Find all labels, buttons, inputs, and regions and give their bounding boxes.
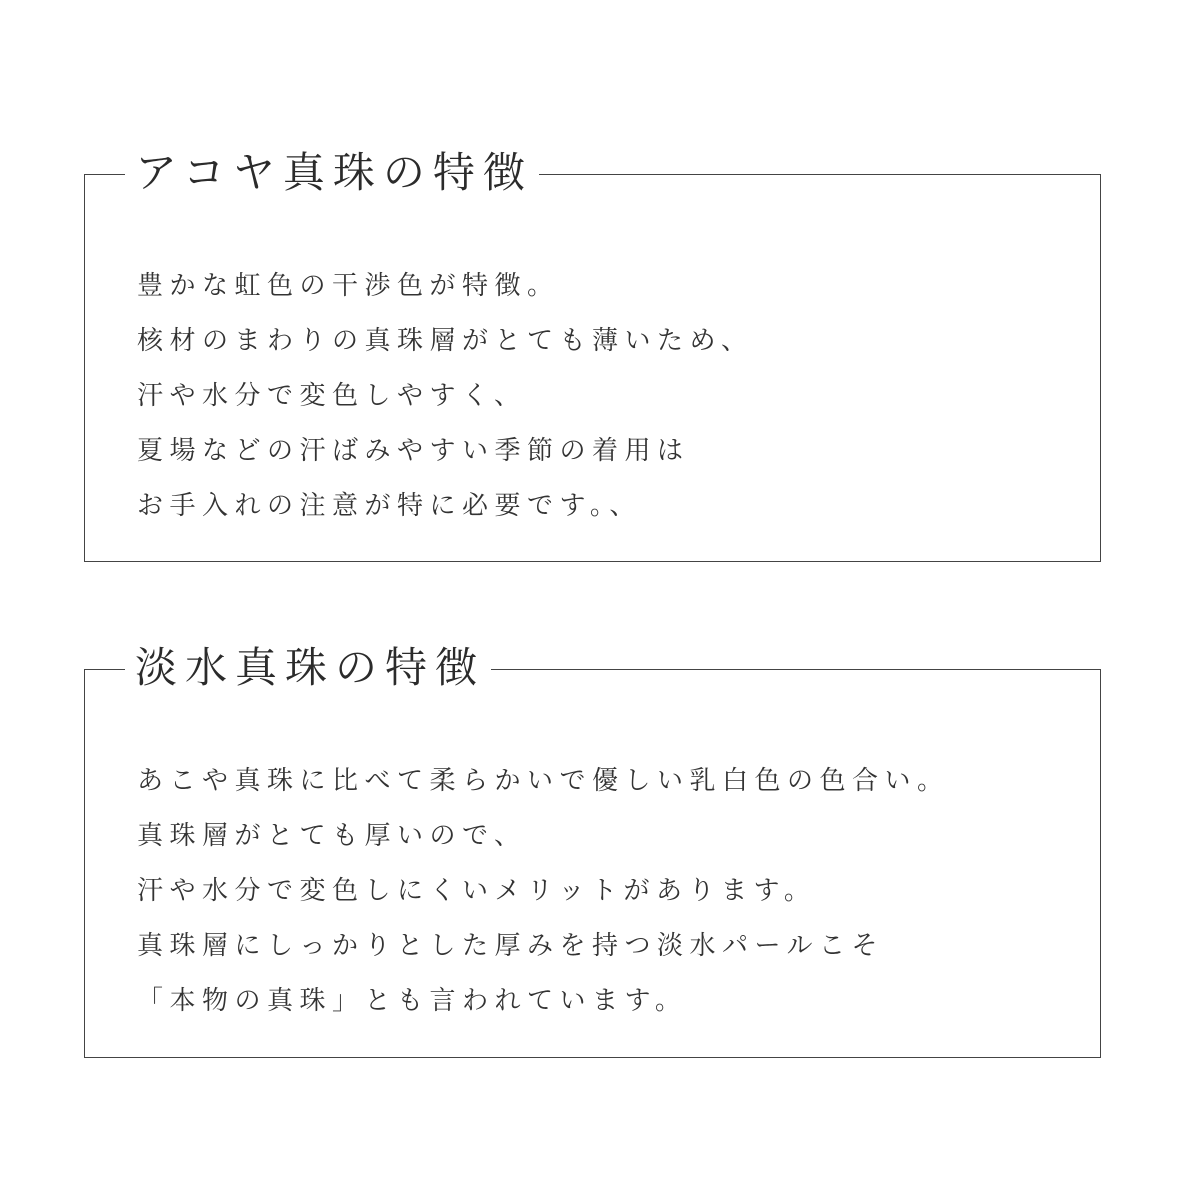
body-line: 核材のまわりの真珠層がとても薄いため、: [137, 326, 754, 356]
freshwater-pearl-section: [84, 643, 1101, 1058]
body-line: あこや真珠に比べて柔らかいで優しい乳白色の色合い。: [137, 766, 950, 796]
body-line: 真珠層にしっかりとした厚みを持つ淡水パールこそ: [137, 931, 884, 961]
body-line: 夏場などの汗ばみやすい季節の着用は: [137, 436, 690, 466]
body-line: 真珠層がとても厚いので、: [137, 821, 527, 851]
body-line: 汗や水分で変色しにくいメリットがあります。: [137, 876, 817, 906]
section-title: アコヤ真珠の特徴: [125, 145, 539, 201]
body-line: 豊かな虹色の干渉色が特徴。: [137, 271, 560, 301]
body-line: 「本物の真珠」とも言われています。: [137, 986, 688, 1016]
body-line: お手入れの注意が特に必要です。、: [137, 491, 642, 521]
section-body: [137, 754, 950, 1029]
section-body: [137, 259, 753, 534]
akoya-pearl-section: [84, 148, 1101, 562]
body-line: 汗や水分で変色しやすく、: [137, 381, 527, 411]
section-title: 淡水真珠の特徴: [125, 640, 491, 696]
